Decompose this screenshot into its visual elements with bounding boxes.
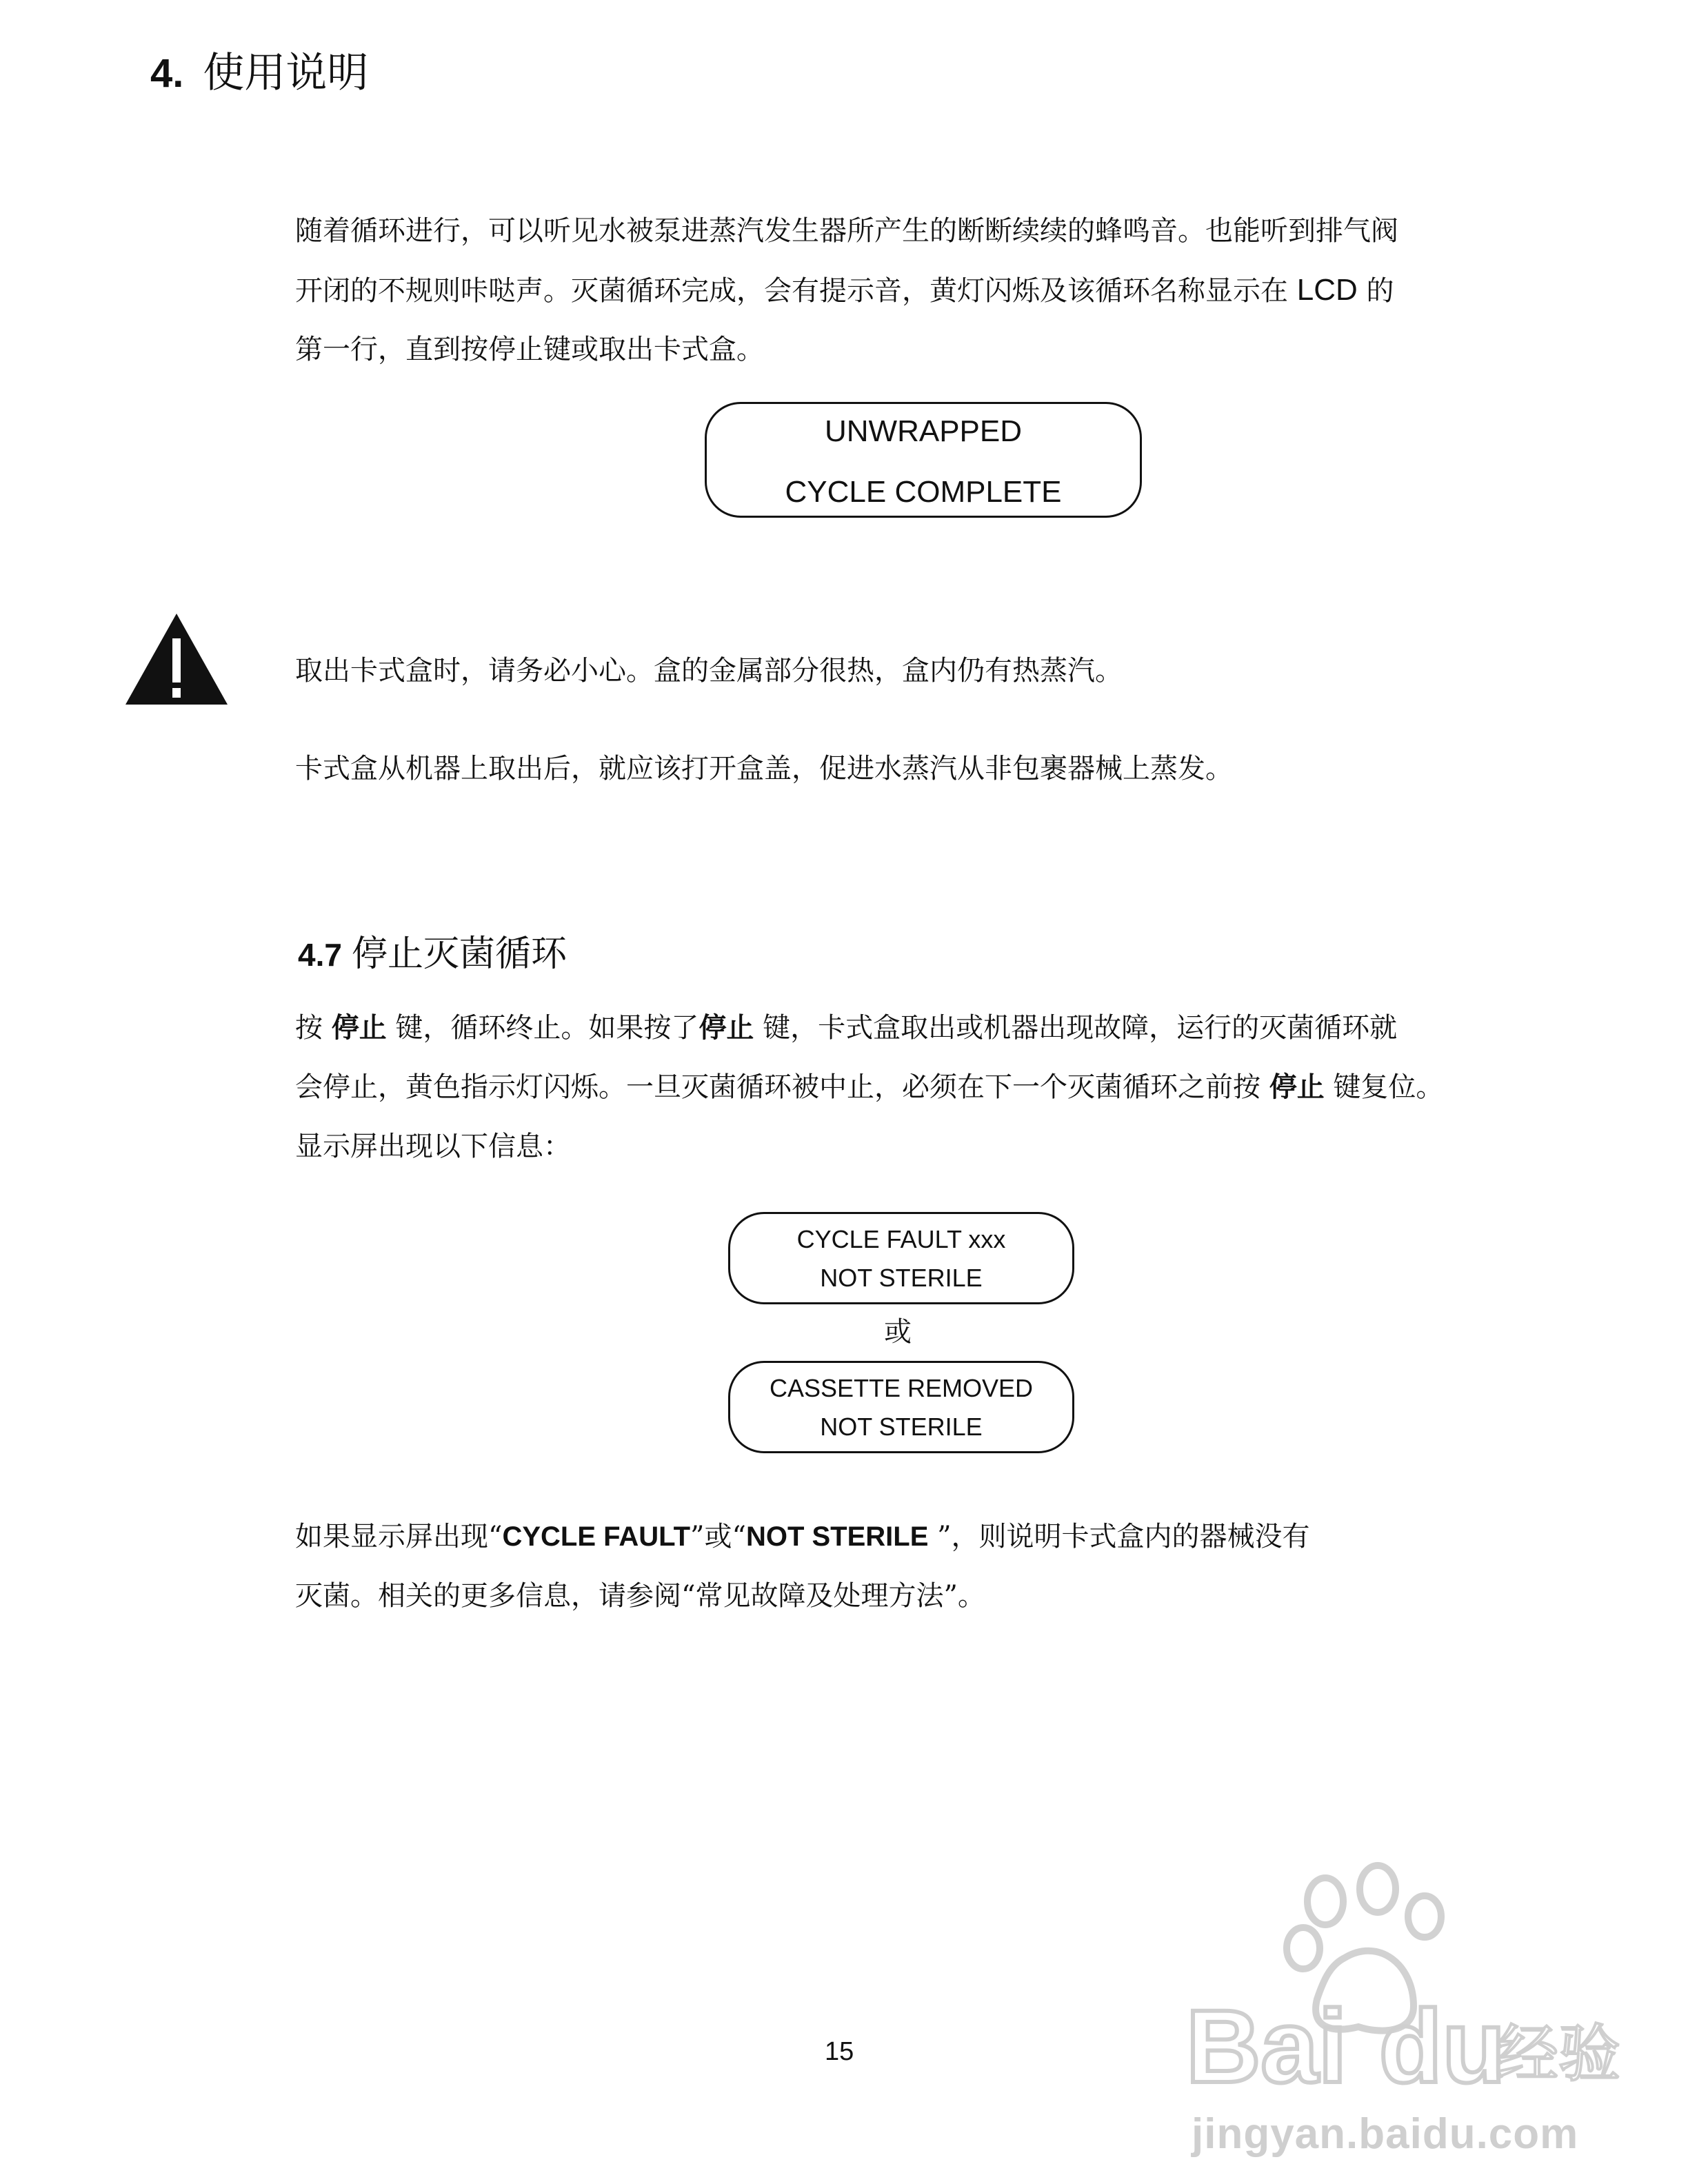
text-fragment: 开闭的不规则咔哒声。灭菌循环完成，会有提示音，黄灯闪烁及该循环名称显示在 bbox=[295, 275, 1297, 307]
svg-text:经验: 经验 bbox=[1496, 2018, 1620, 2090]
paragraph-line: 第一行，直到按停止键或取出卡式盒。 bbox=[295, 334, 764, 365]
section-title: 使用说明 bbox=[203, 49, 369, 97]
lcd-line-1: UNWRAPPED bbox=[824, 414, 1023, 448]
subsection-title: 停止灭菌循环 bbox=[351, 933, 567, 975]
lcd-line-1: CYCLE FAULT xxx bbox=[796, 1225, 1006, 1253]
text-fragment: ”或“ bbox=[690, 1521, 746, 1553]
paragraph-line: 取出卡式盒时，请务必小心。盒的金属部分很热，盒内仍有热蒸汽。 bbox=[295, 655, 1123, 687]
paragraph-line bbox=[295, 998, 1443, 1058]
not-sterile-term: NOT STERILE bbox=[745, 1521, 929, 1552]
warning-triangle-icon bbox=[124, 612, 229, 706]
lcd-line-2: CYCLE COMPLETE bbox=[785, 475, 1062, 509]
lcd-line-1: CASSETTE REMOVED bbox=[769, 1374, 1034, 1402]
lcd-term: LCD bbox=[1296, 273, 1358, 307]
paragraph-line: 随着循环进行，可以听见水被泵进蒸汽发生器所产生的断断续续的蜂鸣音。也能听到排气阀 bbox=[295, 215, 1398, 247]
text-fragment: 会停止，黄色指示灯闪烁。一旦灭菌循环被中止，必须在下一个灭菌循环之前按 bbox=[295, 1071, 1269, 1103]
text-fragment: 键，循环终止。如果按了 bbox=[386, 1012, 699, 1044]
paragraph-line: 灭菌。相关的更多信息，请参阅“常见故障及处理方法”。 bbox=[295, 1580, 985, 1612]
open-lid-paragraph bbox=[295, 739, 1233, 798]
paragraph-line bbox=[295, 1058, 1443, 1117]
paragraph-line: 卡式盒从机器上取出后，就应该打开盒盖，促进水蒸汽从非包裹器械上蒸发。 bbox=[295, 753, 1233, 785]
text-fragment: ”，则说明卡式盒内的器械没有 bbox=[928, 1521, 1310, 1553]
subsection-heading bbox=[298, 929, 567, 980]
lcd-display-cassette-removed bbox=[728, 1361, 1074, 1453]
lcd-display-cycle-complete bbox=[705, 402, 1142, 518]
stop-key-term: 停止 bbox=[699, 1011, 754, 1044]
cycle-progress-paragraph bbox=[295, 201, 1398, 379]
lcd-display-cycle-fault bbox=[728, 1212, 1074, 1304]
section-heading bbox=[150, 46, 368, 101]
or-separator: 或 bbox=[884, 1316, 912, 1348]
paragraph-line bbox=[295, 261, 1398, 320]
svg-text:Bai: Bai bbox=[1186, 1988, 1347, 2104]
fault-explanation-paragraph bbox=[295, 1507, 1310, 1626]
stop-key-term: 停止 bbox=[1269, 1071, 1325, 1103]
page-number: 15 bbox=[825, 2037, 854, 2066]
text-fragment: 如果显示屏出现“ bbox=[295, 1521, 503, 1553]
text-fragment: 键复位。 bbox=[1324, 1071, 1444, 1103]
subsection-number: 4.7 bbox=[298, 937, 342, 973]
paragraph-line bbox=[295, 1507, 1310, 1566]
watermark-url: jingyan.baidu.com bbox=[1192, 2110, 1579, 2158]
lcd-line-2: NOT STERILE bbox=[820, 1413, 983, 1441]
paragraph-line: 显示屏出现以下信息： bbox=[295, 1131, 571, 1162]
cycle-fault-term: CYCLE FAULT bbox=[502, 1521, 691, 1552]
lcd-line-2: NOT STERILE bbox=[820, 1264, 983, 1292]
section-number: 4. bbox=[150, 51, 184, 96]
text-fragment: 的 bbox=[1357, 275, 1394, 307]
stop-cycle-paragraph bbox=[295, 998, 1443, 1176]
text-fragment: 键，卡式盒取出或机器出现故障，运行的灭菌循环就 bbox=[754, 1012, 1398, 1044]
text-fragment: 按 bbox=[295, 1012, 332, 1044]
svg-text:du: du bbox=[1379, 1988, 1506, 2104]
warning-text bbox=[295, 641, 1123, 700]
stop-key-term: 停止 bbox=[331, 1013, 387, 1043]
